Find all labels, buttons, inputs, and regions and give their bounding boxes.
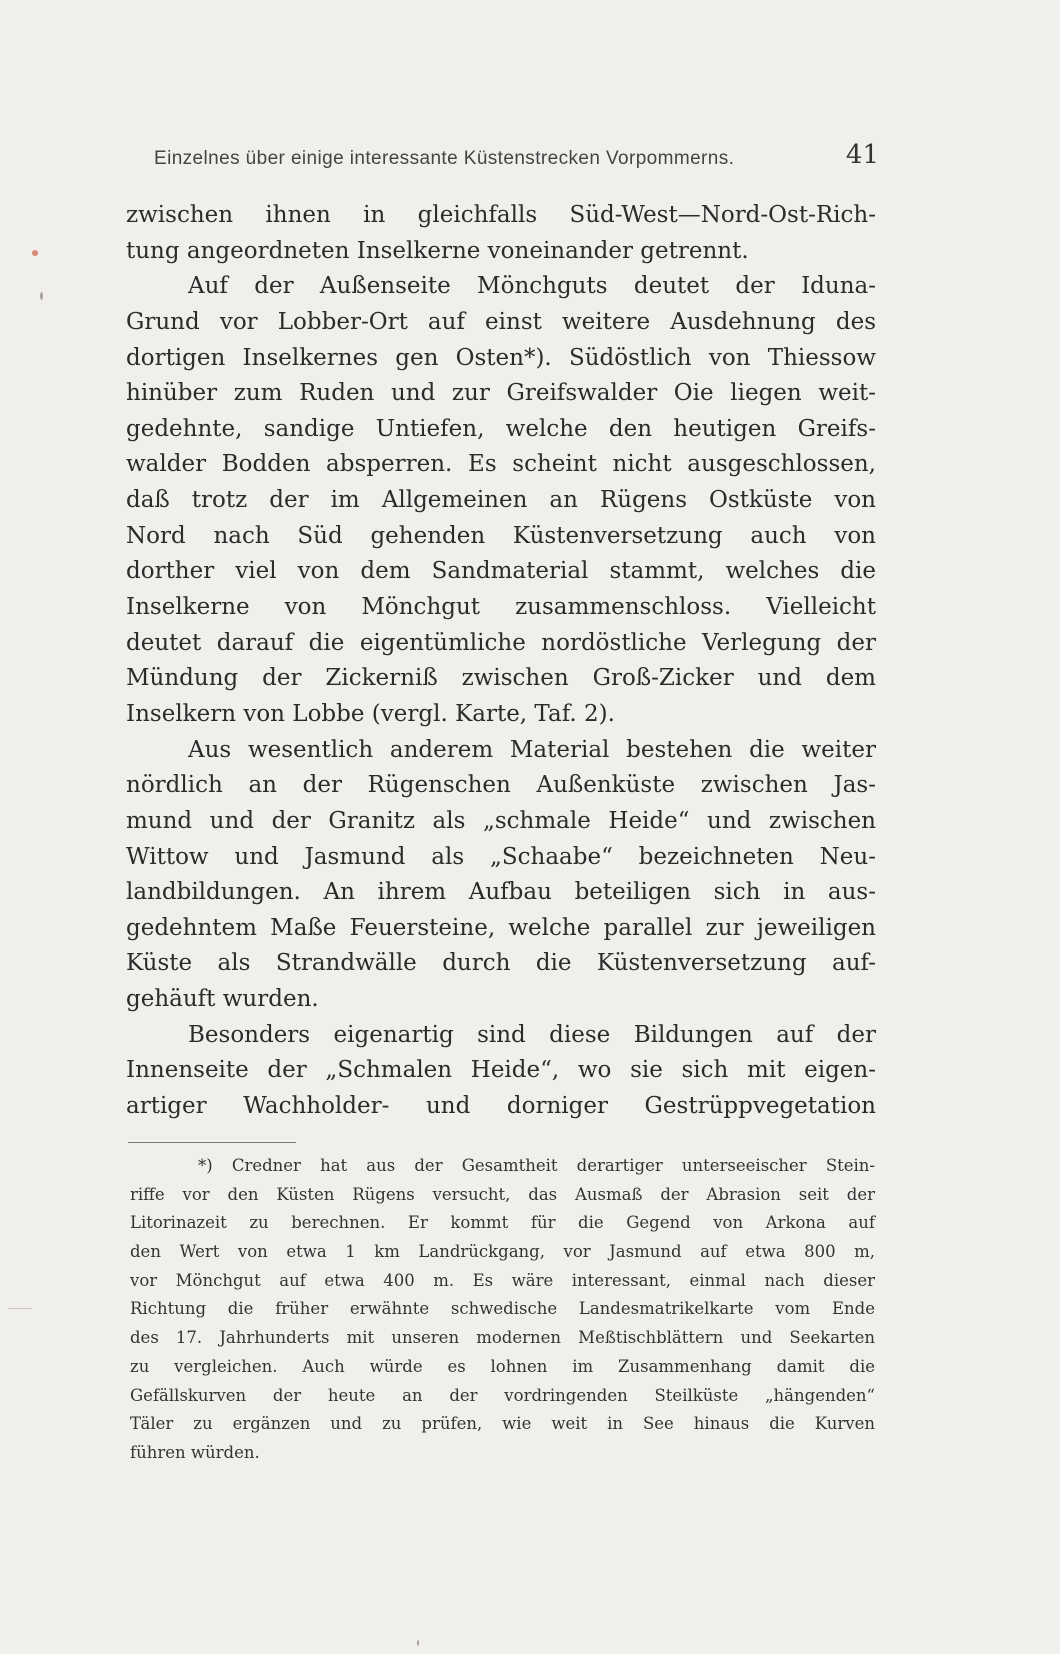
footnote-line: *) Credner hat aus der Gesamtheit derartiger unterseeischer Stein- xyxy=(198,1156,875,1175)
text-line: dorther viel von dem Sandmaterial stammt, welches die xyxy=(126,558,876,585)
footnote-divider xyxy=(128,1142,296,1143)
text-line: walder Bodden absperren. Es scheint nicht ausgeschlossen, xyxy=(126,451,876,478)
text-line: mund und der Granitz als „schmale Heide“ und zwischen xyxy=(126,807,876,834)
text-line: Nord nach Süd gehenden Küstenversetzung auch von xyxy=(126,522,876,549)
footnote-line: des 17. Jahrhunderts mit unseren modernen Meßtischblättern und Seekarten xyxy=(130,1328,875,1348)
footnote-line: den Wert von etwa 1 km Landrückgang, vor Jasmund auf etwa 800 m, xyxy=(130,1242,875,1262)
page-number: 41 xyxy=(845,140,879,170)
text-line: hinüber zum Ruden und zur Greifswalder Oie liegen weit- xyxy=(126,380,876,407)
paper-blemish xyxy=(40,292,43,300)
text-line: Besonders eigenartig sind diese Bildungen auf der xyxy=(188,1021,876,1048)
text-line: dortigen Inselkernes gen Osten*). Südöstlich von Thiessow xyxy=(126,344,876,371)
text-line: nördlich an der Rügenschen Außenküste zwischen Jas- xyxy=(126,772,876,799)
text-line: Küste als Strandwälle durch die Küstenversetzung auf- xyxy=(126,950,876,977)
paper-blemish xyxy=(32,250,38,256)
paper-blemish xyxy=(417,1640,419,1646)
text-line: daß trotz der im Allgemeinen an Rügens Ostküste von xyxy=(126,487,876,514)
footnote-line: riffe vor den Küsten Rügens versucht, das Ausmaß der Abrasion seit der xyxy=(130,1184,875,1204)
text-line: Aus wesentlich anderem Material bestehen die weiter xyxy=(188,736,876,763)
footnote xyxy=(130,1152,875,1468)
text-line: gedehnte, sandige Untiefen, welche den heutigen Greifs- xyxy=(126,415,876,442)
text-line: Wittow und Jasmund als „Schaabe“ bezeichneten Neu- xyxy=(126,843,876,870)
text-line: Grund vor Lobber-Ort auf einst weitere Ausdehnung des xyxy=(126,308,876,335)
text-line: Innenseite der „Schmalen Heide“, wo sie sich mit eigen- xyxy=(126,1057,876,1084)
text-line: gehäuft wurden. xyxy=(126,986,319,1013)
footnote-line: zu vergleichen. Auch würde es lohnen im Zusammenhang damit die xyxy=(130,1356,875,1376)
text-line: gedehntem Maße Feuersteine, welche parallel zur jeweiligen xyxy=(126,914,876,941)
footnote-line: Täler zu ergänzen und zu prüfen, wie weit in See hinaus die Kurven xyxy=(130,1414,875,1434)
footnote-line: Litorinazeit zu berechnen. Er kommt für die Gegend von Arkona auf xyxy=(130,1213,875,1233)
text-line: landbildungen. An ihrem Aufbau beteiligen sich in aus- xyxy=(126,879,876,906)
running-header-title: Einzelnes über einige interessante Küstenstrecken Vorpommerns. xyxy=(154,148,735,169)
footnote-line: vor Mönchgut auf etwa 400 m. Es wäre interessant, einmal nach dieser xyxy=(130,1270,875,1290)
text-line: Inselkerne von Mönchgut zusammenschloss. Vielleicht xyxy=(126,594,876,621)
footnote-line: Richtung die früher erwähnte schwedische Landesmatrikelkarte vom Ende xyxy=(130,1299,875,1319)
text-line: zwischen ihnen in gleichfalls Süd-West—Nord-Ost-Rich- xyxy=(126,202,876,228)
text-line: deutet darauf die eigentümliche nordöstliche Verlegung der xyxy=(126,629,876,656)
text-line: Mündung der Zickerniß zwischen Groß-Zicker und dem xyxy=(126,665,876,692)
paper-blemish xyxy=(8,1308,32,1309)
text-line: artiger Wachholder- und dorniger Gestrüppvegetation xyxy=(126,1093,876,1120)
footnote-line: führen würden. xyxy=(130,1442,260,1462)
text-line: Auf der Außenseite Mönchguts deutet der Iduna- xyxy=(188,273,876,300)
footnote-line: Gefällskurven der heute an der vordringenden Steilküste „hängenden“ xyxy=(130,1385,875,1405)
running-header xyxy=(154,140,879,180)
main-text xyxy=(126,198,876,1125)
text-line: Inselkern von Lobbe (vergl. Karte, Taf. 2). xyxy=(126,700,615,727)
text-line: tung angeordneten Inselkerne voneinander getrennt. xyxy=(126,237,749,264)
